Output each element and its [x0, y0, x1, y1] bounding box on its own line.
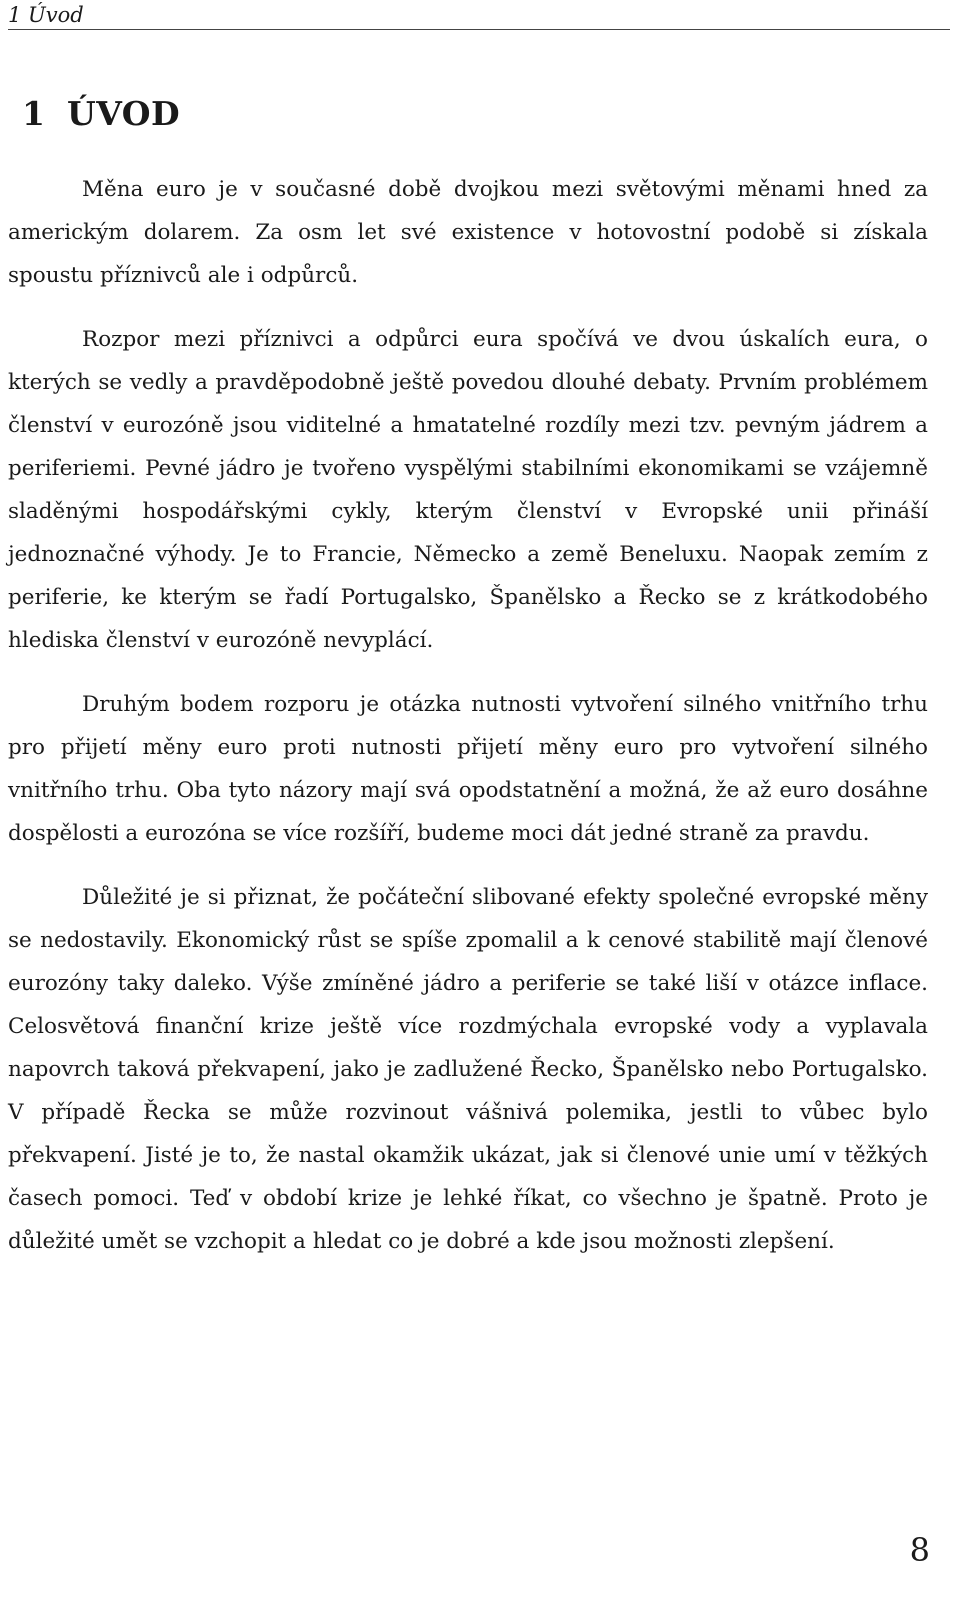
body-text	[8, 168, 928, 1284]
header-divider	[8, 29, 950, 30]
running-header: 1 Úvod	[8, 3, 84, 27]
chapter-heading	[22, 92, 180, 136]
page-number: 8	[909, 1531, 930, 1569]
chapter-title: ÚVOD	[67, 94, 181, 133]
paragraph-1: Měna euro je v současné době dvojkou mezi světovými měnami hned za americkým dolarem. Za osm let své existence v hotovostní podobě si získala spoustu příznivců ale i odpůrců.	[8, 177, 928, 288]
paragraph-2: Rozpor mezi příznivci a odpůrci eura spočívá ve dvou úskalích eura, o kterých se vedly a pravděpodobně ještě povedou dlouhé debaty. Prvním problémem členství v eurozóně jsou viditelné a hmatatelné rozdíly mezi tzv. pevným jádrem a periferiemi. Pevné jádro je tvořeno vyspělými stabilními ekonomikami se vzájemně sladěnými hospodářskými cykly, kterým členství v Evropské unii přináší jednoznačné výhody. Je to Francie, Německo a země Beneluxu. Naopak zemím z periferie, ke kterým se řadí Portugalsko, Španělsko a Řecko se z krátkodobého hlediska členství v eurozóně nevyplácí.	[8, 327, 928, 653]
paragraph-3: Druhým bodem rozporu je otázka nutnosti vytvoření silného vnitřního trhu pro přijetí měny euro proti nutnosti přijetí měny euro pro vytvoření silného vnitřního trhu. Oba tyto názory mají svá opodstatnění a možná, že až euro dosáhne dospělosti a eurozóna se více rozšíří, budeme moci dát jedné straně za pravdu.	[8, 692, 928, 846]
chapter-number: 1	[22, 94, 46, 133]
paragraph-4: Důležité je si přiznat, že počáteční slibované efekty společné evropské měny se nedostavily. Ekonomický růst se spíše zpomalil a k cenové stabilitě mají členové eurozóny taky daleko. Výše zmíněné jádro a periferie se také liší v otázce inflace. Celosvětová finanční krize ještě více rozdmýchala evropské vody a vyplavala napovrch taková překvapení, jako je zadlužené Řecko, Španělsko nebo Portugalsko. V případě Řecka se může rozvinout vášnivá polemika, jestli to vůbec bylo překvapení. Jisté je to, že nastal okamžik ukázat, jak si členové unie umí v těžkých časech pomoci. Teď v období krize je lehké říkat, co všechno je špatně. Proto je důležité umět se vzchopit a hledat co je dobré a kde jsou možnosti zlepšení.	[8, 885, 928, 1254]
